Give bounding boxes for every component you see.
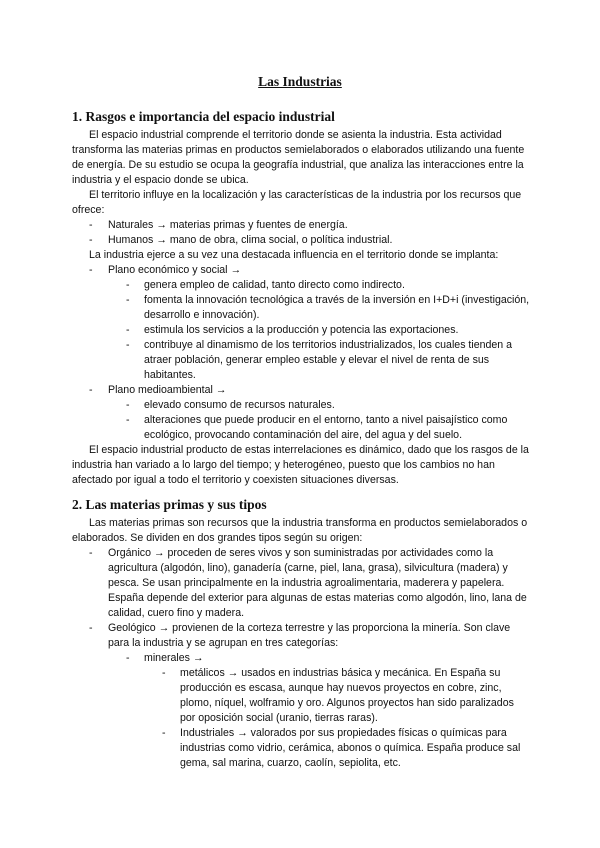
list-item-text: estimula los servicios a la producción y potencia las exportaciones. xyxy=(144,324,459,336)
list-item-text: Naturales → materias primas y fuentes de energía. xyxy=(108,219,348,231)
list-dash: - xyxy=(126,279,130,291)
list-item-environment-plane xyxy=(72,383,530,398)
list-item-text: fomenta la innovación tecnológica a través de la inversión en I+D+i (investigación, desarrollo e innovación). xyxy=(144,294,530,321)
sub-list-item xyxy=(72,293,530,323)
section-1-paragraph-4: El espacio industrial producto de estas interrelaciones es dinámico, dado que los rasgos de la industria han variado a lo largo del tiempo; y heterogéneo, puesto que los cambios no han afectado por igual a todo el territorio y coexisten situaciones diversas. xyxy=(72,444,529,486)
list-item-naturales xyxy=(72,218,530,233)
list-item-text: metálicos → usados en industrias básica y mecánica. En España su producción es escasa, aunque hay nuevos proyectos en cobre, zinc, plomo, níquel, wolframio y oro. Algunos proyectos han sido paralizados por oposición social (uranio, tierras raras). xyxy=(180,667,514,724)
list-item-text: Orgánico → proceden de seres vivos y son suministradas por actividades como la agricultura (algodón, lino), ganadería (carne, piel, lana, grasa), silvicultura (madera) y pesca. Se usan principalmente en la industria agroalimentaria, maderera y papelera. España depende del exterior para algunas de estas materias como algodón, lino, lana de calidad, cuero fino y madera. xyxy=(108,547,527,619)
list-item-text: Geológico → provienen de la corteza terrestre y las proporciona la minería. Son clave para la industria y se agrupan en tres categorías: xyxy=(108,622,511,649)
list-item-text: minerales → xyxy=(144,652,204,664)
list-item-text: Industriales → valorados por sus propiedades físicas o químicas para industrias como vidrio, cerámica, abonos o química. España produce sal gema, sal marina, cuarzo, caolín, sepiolita, etc. xyxy=(180,727,521,769)
list-item-text: contribuye al dinamismo de los territorios industrializados, los cuales tienden a atraer población, generar empleo estable y elevar el nivel de renta de sus habitantes. xyxy=(144,339,513,381)
list-item-organico xyxy=(72,546,530,621)
section-2-heading: 2. Las materias primas y sus tipos xyxy=(72,497,267,512)
list-dash: - xyxy=(89,264,93,276)
section-1-paragraph-1: El espacio industrial comprende el territorio donde se asienta la industria. Esta actividad transforma las materias primas en productos semielaborados o elaborados utilizando una fuente de energía. De su estudio se ocupa la geografía industrial, que analiza las interacciones entre la industria y el espacio donde se ubica. xyxy=(72,129,525,186)
list-dash: - xyxy=(89,547,93,559)
sub-list-item xyxy=(72,338,530,383)
list-item-geologico xyxy=(72,621,530,651)
section-2-paragraph-1: Las materias primas son recursos que la industria transforma en productos semielaborados o elaborados. Se dividen en dos grandes tipos según su origen: xyxy=(72,517,528,544)
list-dash: - xyxy=(162,667,166,679)
list-item-metalicos xyxy=(72,666,530,726)
section-1-paragraph-2: El territorio influye en la localización y las características de la industria por los recursos que ofrece: xyxy=(72,189,522,216)
list-dash: - xyxy=(89,384,93,396)
list-item-economic-plane xyxy=(72,263,530,278)
sub-list-item xyxy=(72,413,530,443)
list-item-humanos xyxy=(72,233,530,248)
section-2-body xyxy=(72,516,530,771)
list-dash: - xyxy=(89,234,93,246)
list-item-text: Humanos → mano de obra, clima social, o política industrial. xyxy=(108,234,393,246)
sub-list-item xyxy=(72,398,530,413)
list-dash: - xyxy=(126,399,130,411)
list-dash: - xyxy=(89,622,93,634)
list-dash: - xyxy=(126,414,130,426)
list-dash: - xyxy=(126,324,130,336)
document-title: Las Industrias xyxy=(258,74,342,89)
list-dash: - xyxy=(126,339,130,351)
list-dash: - xyxy=(126,294,130,306)
list-dash: - xyxy=(126,652,130,664)
list-item-text: Plano medioambiental → xyxy=(108,384,227,396)
list-item-text: alteraciones que puede producir en el entorno, tanto a nivel paisajístico como ecológico, provocando contaminación del aire, del agua y del suelo. xyxy=(144,414,508,441)
list-item-industriales xyxy=(72,726,530,771)
list-item-minerales xyxy=(72,651,530,666)
section-1-body xyxy=(72,128,530,488)
list-dash: - xyxy=(89,219,93,231)
list-dash: - xyxy=(162,727,166,739)
list-item-text: genera empleo de calidad, tanto directo como indirecto. xyxy=(144,279,405,291)
list-item-text: Plano económico y social → xyxy=(108,264,242,276)
list-item-text: elevado consumo de recursos naturales. xyxy=(144,399,335,411)
sub-list-item xyxy=(72,278,530,293)
sub-list-item xyxy=(72,323,530,338)
section-1-heading: 1. Rasgos e importancia del espacio industrial xyxy=(72,109,335,124)
section-1-paragraph-3: La industria ejerce a su vez una destacada influencia en el territorio donde se implanta: xyxy=(89,249,499,261)
